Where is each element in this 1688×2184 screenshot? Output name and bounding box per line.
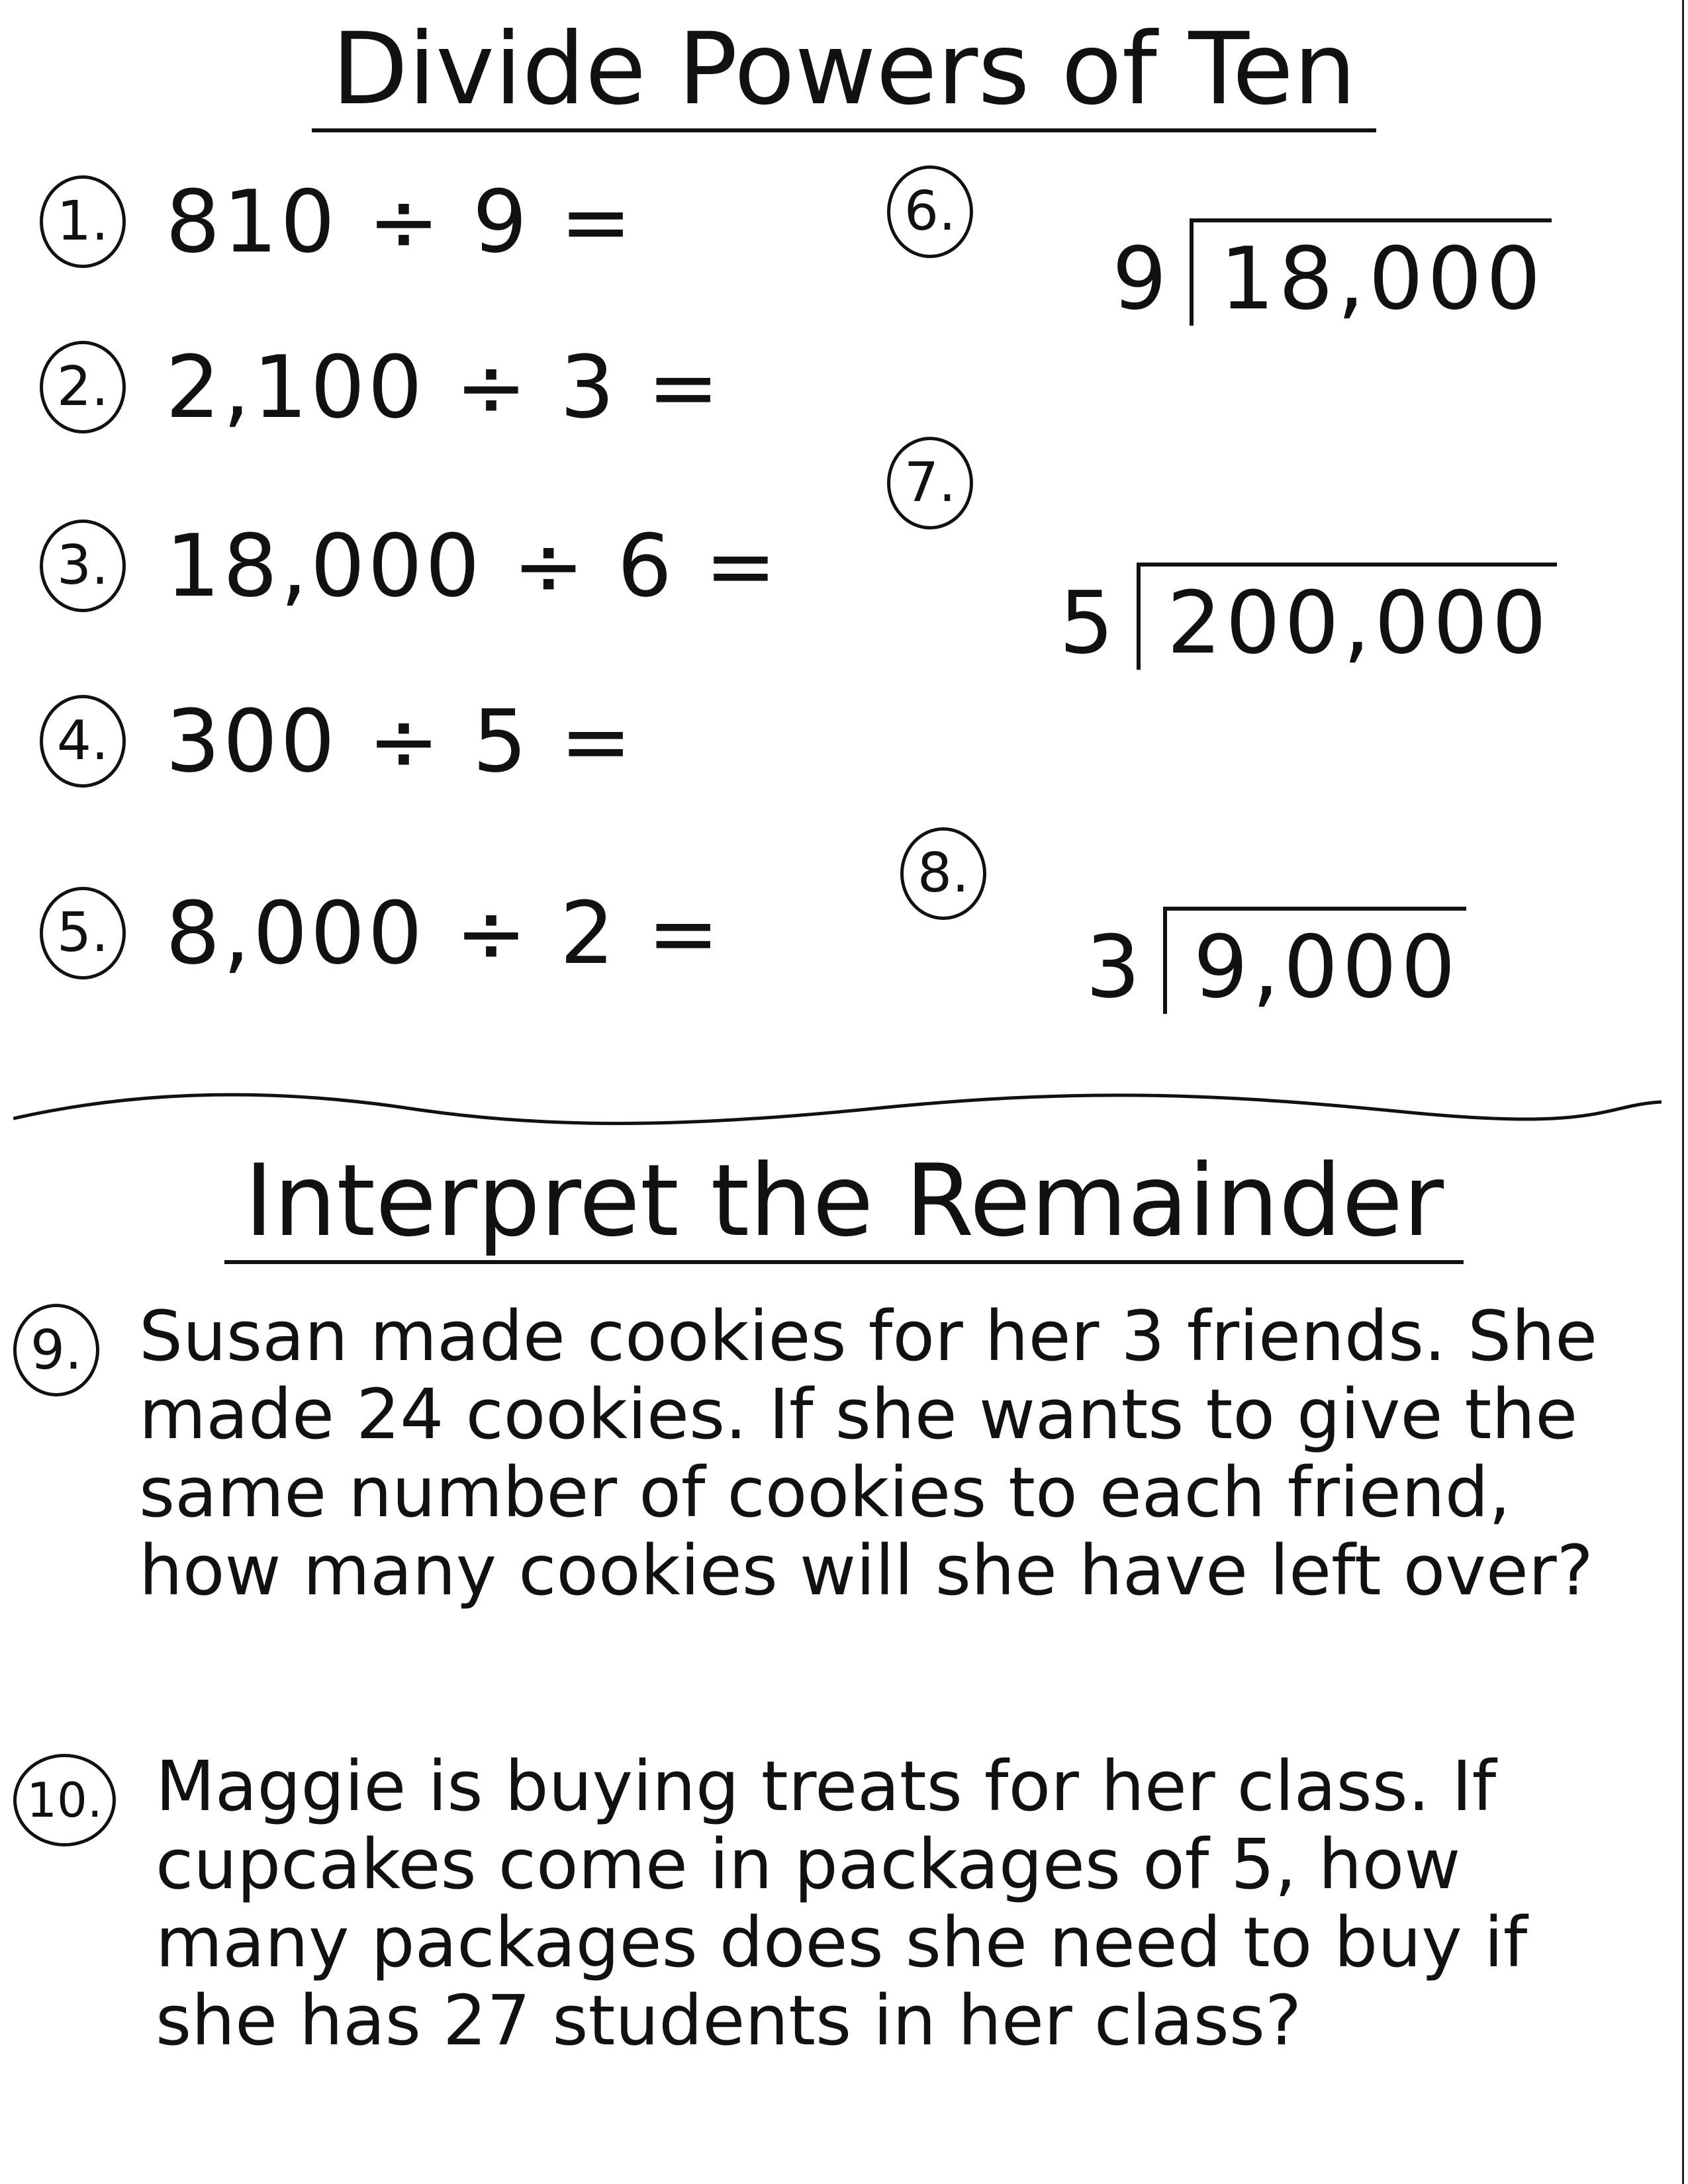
problem-expression-1: 810 ÷ 9 = [165,171,635,272]
divisor-6: 9 [1112,228,1167,329]
word-problem-9 [13,1297,1628,1610]
section-title-divide-powers-of-ten: Divide Powers of Ten [0,20,1688,132]
problem-number-4: 4. [40,695,126,788]
problem-2 [40,337,722,437]
problem-expression-2: 2,100 ÷ 3 = [165,337,722,437]
problem-number-5: 5. [40,887,126,979]
word-problem-10 [13,1747,1628,2060]
word-problem-text-9: Susan made cookies for her 3 friends. She made 24 cookies. If she wants to give the same number of cookies to each friend, how many cookies will she have left over? [139,1296,1598,1611]
problem-number-1: 1. [40,175,126,268]
problem-1 [40,171,635,272]
dividend-8: 9,000 [1163,907,1466,1014]
problem-number-6: 6. [887,165,973,258]
long-division-6 [1112,218,1552,329]
long-division-7 [1059,563,1557,673]
problem-number-2: 2. [40,341,126,433]
wavy-divider-line [13,1092,1662,1132]
problem-7-label [887,437,1013,529]
problem-6-label [887,165,1013,258]
dividend-6: 18,000 [1190,218,1552,326]
problem-number-7: 7. [887,437,973,529]
divisor-8: 3 [1086,917,1141,1017]
problem-4 [40,691,635,792]
problem-number-10: 10. [13,1754,116,1846]
problem-8-label [900,827,1026,920]
problem-expression-5: 8,000 ÷ 2 = [165,883,722,983]
long-division-8 [1086,907,1466,1017]
divisor-7: 5 [1059,572,1114,673]
problem-expression-3: 18,000 ÷ 6 = [165,516,780,616]
section-title-interpret-the-remainder: Interpret the Remainder [0,1152,1688,1264]
dividend-7: 200,000 [1137,563,1558,670]
scan-edge-line [1682,0,1684,2184]
problem-5 [40,883,722,983]
problem-expression-4: 300 ÷ 5 = [165,691,635,792]
word-problem-text-10: Maggie is buying treats for her class. If cupcakes come in packages of 5, how many packages does she need to buy if she has 27 students in her class? [156,1746,1528,2061]
problem-number-8: 8. [900,827,986,920]
problem-number-9: 9. [13,1304,99,1396]
problem-3 [40,516,780,616]
problem-number-3: 3. [40,520,126,612]
